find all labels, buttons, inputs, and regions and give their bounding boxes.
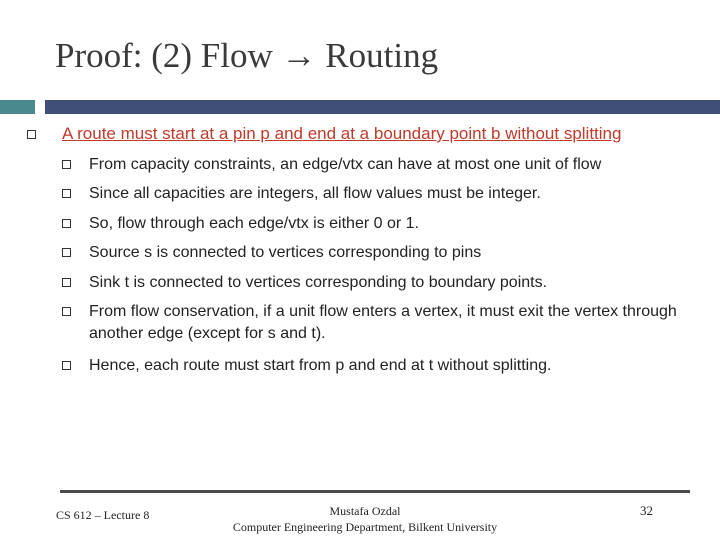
sub-bullet-1: From capacity constraints, an edge/vtx can have at most one unit of flow (89, 156, 602, 173)
title-accent-bar (0, 100, 35, 114)
footer-author-block (200, 503, 530, 535)
page-number: 32 (640, 503, 653, 518)
footer-author: Mustafa Ozdal (329, 504, 401, 518)
title-divider-bar (45, 100, 720, 114)
sub-bullet-2: Since all capacities are integers, all flow values must be integer. (89, 185, 541, 202)
sub-bullet-5: Sink t is connected to vertices corresponding to boundary points. (89, 274, 548, 291)
bullet-square-icon (62, 219, 71, 228)
sub-bullet-3: So, flow through each edge/vtx is either 0 or 1. (89, 215, 419, 232)
sub-bullet-7: Hence, each route must start from p and end at t without splitting. (89, 357, 552, 374)
bullet-square-icon (62, 160, 71, 169)
footer-department: Computer Engineering Department, Bilkent University (232, 520, 498, 534)
bullet-square-icon (62, 361, 71, 370)
bullet-square-icon (62, 278, 71, 287)
bullet-square-icon (62, 248, 71, 257)
main-bullet-text: A route must start at a pin p and end at a boundary point b without splitting (62, 124, 622, 143)
bullet-square-icon (62, 189, 71, 198)
sub-bullet-4: Source s is connected to vertices corresponding to pins (89, 244, 482, 261)
footer-course: CS 612 – Lecture 8 (56, 508, 150, 522)
footer-divider (60, 490, 690, 493)
slide-title: Proof: (2) Flow → Routing (55, 36, 439, 75)
bullet-square-icon (27, 130, 36, 139)
sub-bullet-6: From flow conservation, if a unit flow enters a vertex, it must exit the vertex through another edge (except for s and t). (89, 303, 677, 342)
bullet-square-icon (62, 307, 71, 316)
